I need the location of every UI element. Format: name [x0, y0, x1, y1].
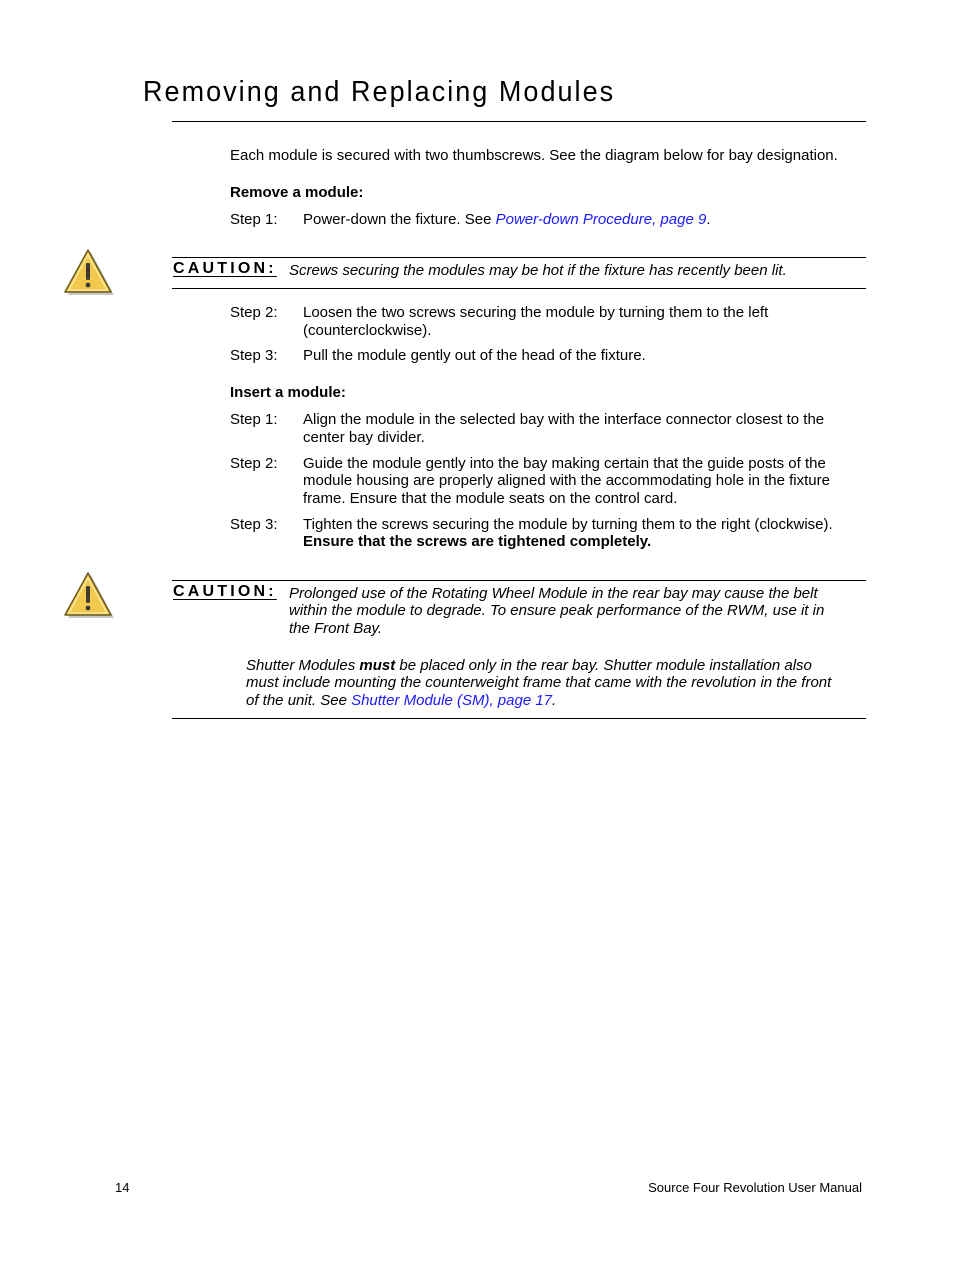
insert-step1-line2: center bay divider. [303, 429, 425, 446]
power-down-link[interactable]: Power-down Procedure, page 9 [495, 211, 707, 228]
remove-step2-line2: (counterclockwise). [303, 322, 432, 339]
insert-step2-line2: module housing are properly aligned with the accommodating hole in the fixture [303, 472, 830, 489]
intro-text: Each module is secured with two thumbscrews. See the diagram below for bay designation. [230, 147, 838, 164]
caution2-top-rule [172, 580, 866, 581]
remove-heading: Remove a module: [230, 184, 364, 201]
caution2-line2: within the module to degrade. To ensure peak performance of the RWM, use it in [289, 602, 825, 619]
insert-step3-label: Step 3: [230, 516, 278, 533]
remove-step1-text [303, 211, 710, 229]
note-text-b: be placed only in the rear bay. Shutter module installation also [395, 657, 812, 674]
insert-step3-line2: Ensure that the screws are tightened completely. [303, 533, 652, 550]
shutter-module-link[interactable]: Shutter Module (SM), page 17 [351, 692, 553, 709]
warning-triangle-icon [62, 248, 114, 298]
remove-step1-text-after: . [706, 211, 711, 228]
title-rule [172, 121, 866, 122]
page-number: 14 [115, 1180, 130, 1195]
caution1-bottom-rule [172, 288, 866, 289]
caution2-bottom-rule [172, 718, 866, 719]
caution2-note-line1 [246, 657, 812, 675]
insert-step2-label: Step 2: [230, 455, 278, 472]
insert-step1-label: Step 1: [230, 411, 278, 428]
note-must: must [359, 657, 396, 674]
page-title: Removing and Replacing Modules [143, 76, 616, 108]
warning-triangle-icon [62, 571, 114, 621]
caution2-line1: Prolonged use of the Rotating Wheel Module in the rear bay may cause the belt [289, 585, 818, 602]
remove-step2-line1: Loosen the two screws securing the module by turning them to the left [303, 304, 769, 321]
caution1-top-rule [172, 257, 866, 258]
insert-step1-line1: Align the module in the selected bay with the interface connector closest to the [303, 411, 825, 428]
remove-step1-text-before: Power-down the fixture. See [303, 211, 496, 228]
insert-step2-line1: Guide the module gently into the bay making certain that the guide posts of the [303, 455, 826, 472]
note-text-d: . [552, 692, 557, 709]
caution2-note-line2: must include mounting the counterweight frame that came with the revolution in the front [246, 674, 832, 691]
manual-title: Source Four Revolution User Manual [648, 1180, 862, 1195]
caution2-label: CAUTION: [173, 583, 277, 600]
remove-step3-line1: Pull the module gently out of the head of the fixture. [303, 347, 646, 364]
remove-step2-label: Step 2: [230, 304, 278, 321]
insert-heading: Insert a module: [230, 384, 346, 401]
insert-step2-line3: frame. Ensure that the module seats on the control card. [303, 490, 678, 507]
caution1-text: Screws securing the modules may be hot if the fixture has recently been lit. [289, 262, 787, 279]
caution2-note-line3 [246, 692, 556, 710]
insert-step3-line1: Tighten the screws securing the module by turning them to the right (clockwise). [303, 516, 833, 533]
remove-step1-label: Step 1: [230, 211, 278, 228]
note-text-c: of the unit. See [246, 692, 352, 709]
remove-step3-label: Step 3: [230, 347, 278, 364]
note-text-a: Shutter Modules [246, 657, 360, 674]
caution1-label: CAUTION: [173, 260, 277, 277]
caution2-line3: the Front Bay. [289, 620, 383, 637]
